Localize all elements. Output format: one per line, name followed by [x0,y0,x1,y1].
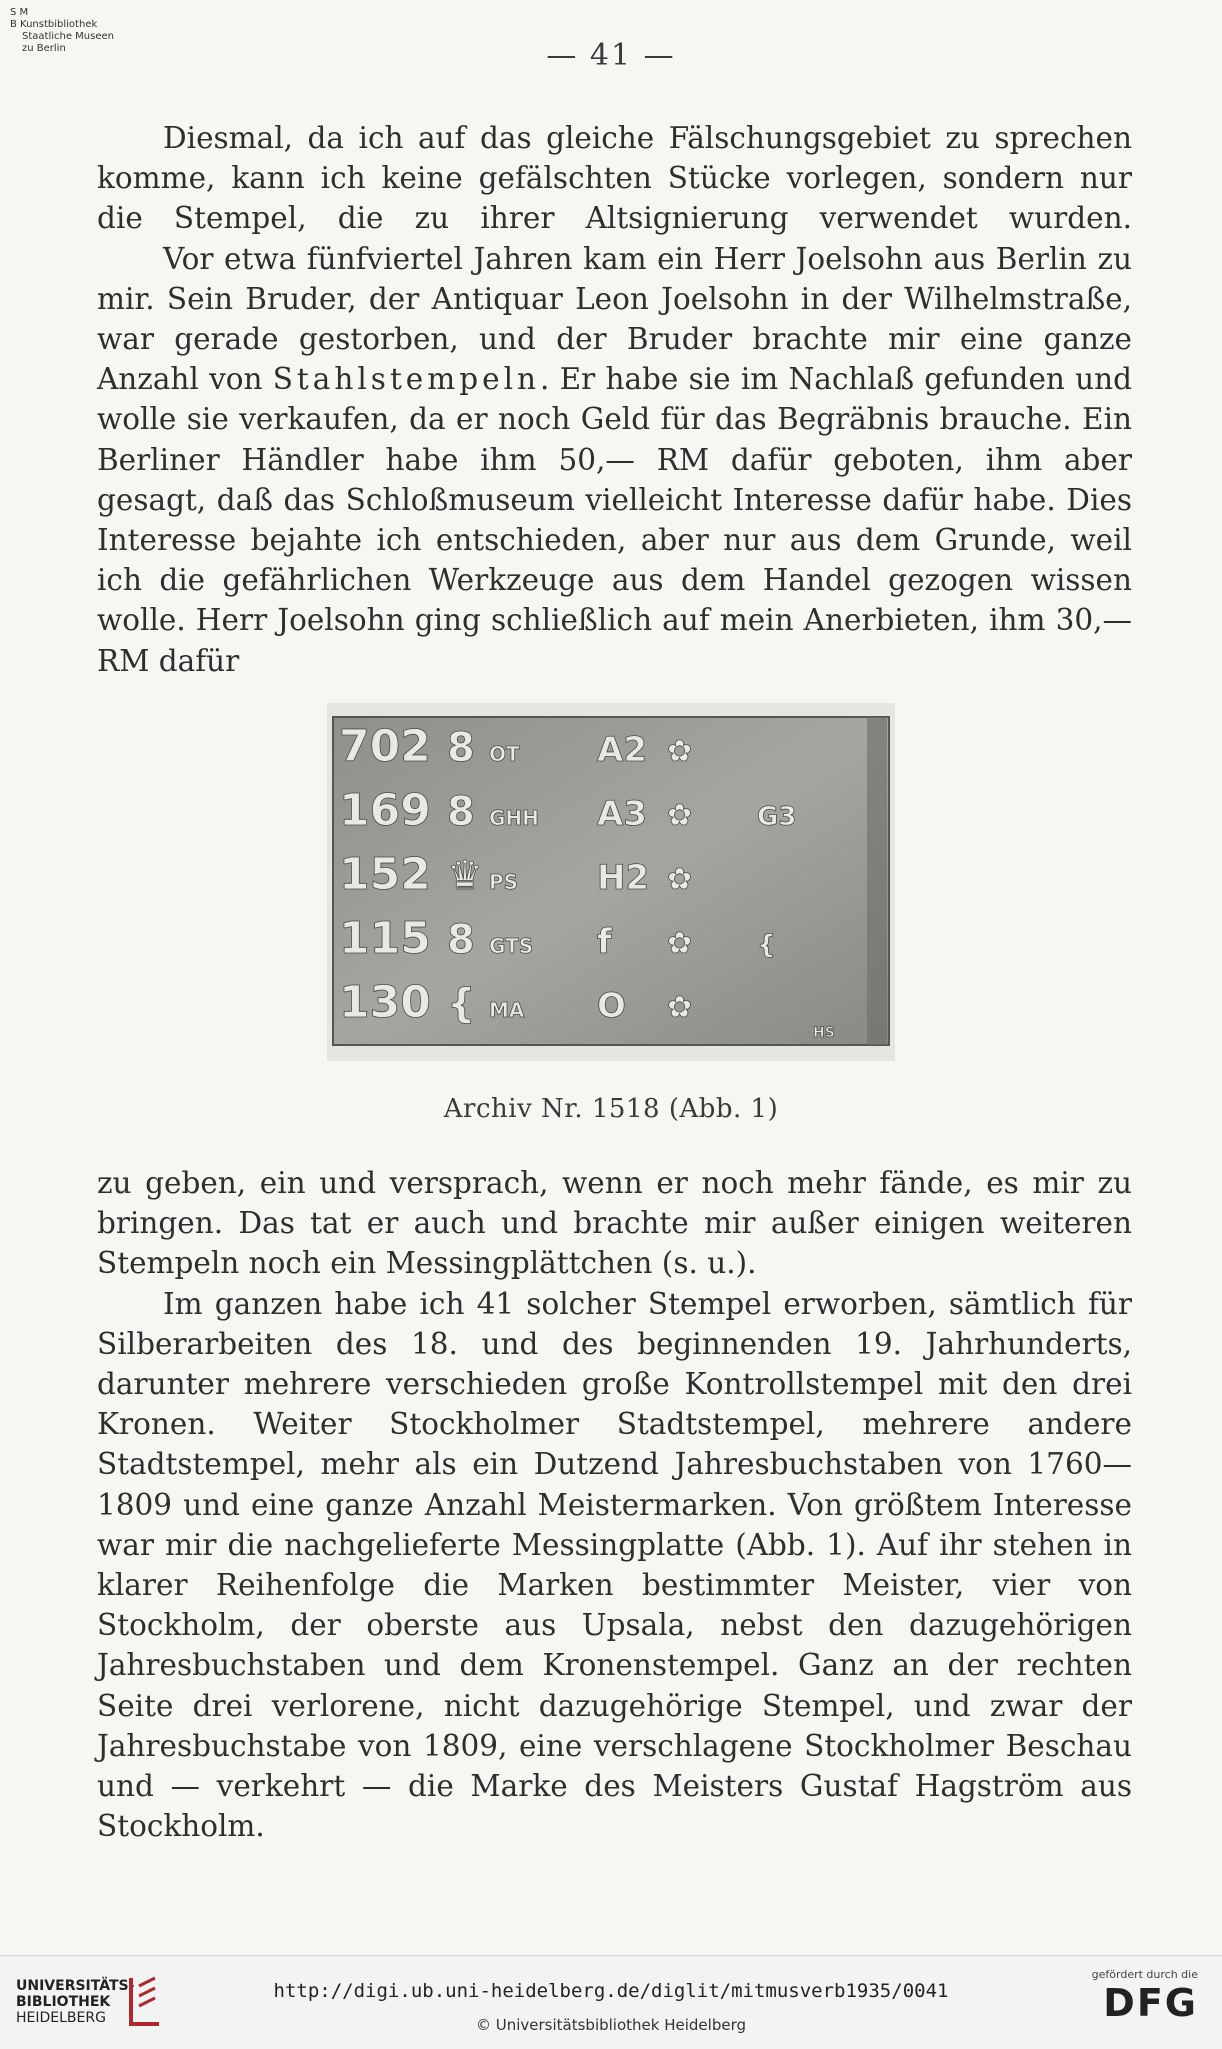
stamp-mark: { [757,930,776,960]
stamp-mark: 152 [339,849,431,900]
paragraph-1: Diesmal, da ich auf das gleiche Fälschungsgebiet zu sprechen komme, kann ich keine gefälschten Stücke vorlegen, sondern nur die Stempel, die zu ihrer Altsignierung verwendet wurden. [97,121,1132,236]
stamp-mark: 8 [447,789,475,835]
stamp-mark: ✿ [667,798,693,833]
stamp-mark: ✿ [667,734,693,769]
stamp-mark: 8 [447,917,475,963]
paragraph-2-part-1: Vor etwa fünfviertel Jahren kam ein Herr Joelsohn aus Berlin zu mir. Sein Bruder, der Antiquar Leon Joelsohn in der Wilhelmstraße, war gerade gestorben, und der Bruder brachte mir eine ganze Anzahl von [97,241,1132,397]
figure-caption: Archiv Nr. 1518 (Abb. 1) [443,1094,779,1124]
stamp-mark: A3 [597,794,647,834]
paragraph-4: Im ganzen habe ich 41 solcher Stempel erworben, sämtlich für Silberarbeiten des 18. und des beginnenden 19. Jahrhunderts, darunter mehrere verschieden große Kontrollstempel mit den drei Kronen. Weiter Stockholmer Stadtstempel, mehrere andere Stadtstempel, mehr als ein Dutzend Jahresbuchstaben von 1760—1809 und eine ganze Anzahl Meistermarken. Von größtem Interesse war mir die nachgelieferte Messingplatte (Abb. 1). Auf ihr stehen in klarer Reihenfolge die Marken bestimmter Meister, vier von Stockholm, der oberste aus Upsala, nebst den dazugehörigen Jahresbuchstaben und dem Kronenstempel. Ganz an der rechten Seite drei verlorene, nicht dazugehörige Stempel, und zwar der Jahresbuchstabe von 1809, eine verschlagene Stockholmer Beschau und — verkehrt — die Marke des Meisters Gustaf Hagström aus Stockholm. [97,1286,1132,1844]
stamp-mark: PS [489,870,519,894]
stamp-mark: 130 [339,977,431,1028]
library-name-line: UNIVERSITÄTS- [16,1978,135,1994]
source-link[interactable]: http://digi.ub.uni-heidelberg.de/diglit/mitmusverb1935/0041 [273,1980,949,2002]
stamp-mark: GTS [489,934,534,958]
dfg-logo: DFG [1103,1981,1198,2025]
plate-edge [867,717,887,1045]
stamp-mark: 8 [447,725,475,771]
plate-photo [327,703,895,1061]
stamp-line: B Kunstbibliothek [10,19,98,30]
stamp-line: S M [10,7,29,18]
paragraph-2-part-2: . Er habe sie im Nachlaß gefunden und wolle sie verkaufen, da er noch Geld für das Begräbnis brauche. Ein Berliner Händler habe ihm 50,— RM dafür geboten, ihm aber gesagt, daß das Schloßmuseum vielleicht Interesse dafür habe. Dies Interesse bejahte ich entschieden, aber nur aus dem Grunde, weil ich die gefährlichen Werkzeuge aus dem Handel gezogen wissen wolle. Herr Joelsohn ging schließlich auf mein Anerbieten, ihm 30,— RM dafür [97,362,1132,678]
stamp-mark: 115 [339,913,431,964]
paragraph-2 [97,239,1132,681]
copyright: © Universitätsbibliothek Heidelberg [475,2016,746,2034]
stamp-mark: ✿ [667,862,693,897]
stamp-mark: HS [813,1025,835,1041]
emphasized-word: Stahlstempeln [272,362,541,397]
figure-brass-plate [327,703,895,1061]
stamp-mark: ✿ [667,990,693,1025]
stamp-mark: ♛ [447,853,483,899]
stamp-mark: 169 [339,785,431,836]
body-text-lower [97,1163,1132,1846]
body-text-upper [97,118,1132,681]
stamp-mark: OT [489,742,520,766]
library-name-line: HEIDELBERG [16,2010,106,2026]
funding-note: gefördert durch die [1091,1968,1198,1981]
stamp-mark: { [447,981,476,1027]
stamp-mark: A2 [597,730,647,770]
stamp-mark: GHH [489,806,539,830]
stamp-mark: G3 [757,802,797,832]
stamp-mark: H2 [597,858,650,898]
library-name-line: BIBLIOTHEK [16,1994,111,2010]
stamp-mark: MA [489,998,525,1022]
stamp-line: zu Berlin [22,43,66,54]
paragraph-3: zu geben, ein und versprach, wenn er noch mehr fände, es mir zu bringen. Das tat er auch und brachte mir außer einigen weiteren Stempeln noch ein Messingplättchen (s. u.). [97,1166,1132,1281]
stamp-mark: f [597,922,612,962]
stamp-mark: 702 [339,721,431,772]
stamp-mark: ✿ [667,926,693,961]
stamp-mark: O [597,986,626,1026]
page-number: — 41 — [546,38,676,73]
funder-logo [1092,1968,1198,2025]
stamp-line: Staatliche Museen [22,31,114,42]
footer [0,1955,1222,2049]
